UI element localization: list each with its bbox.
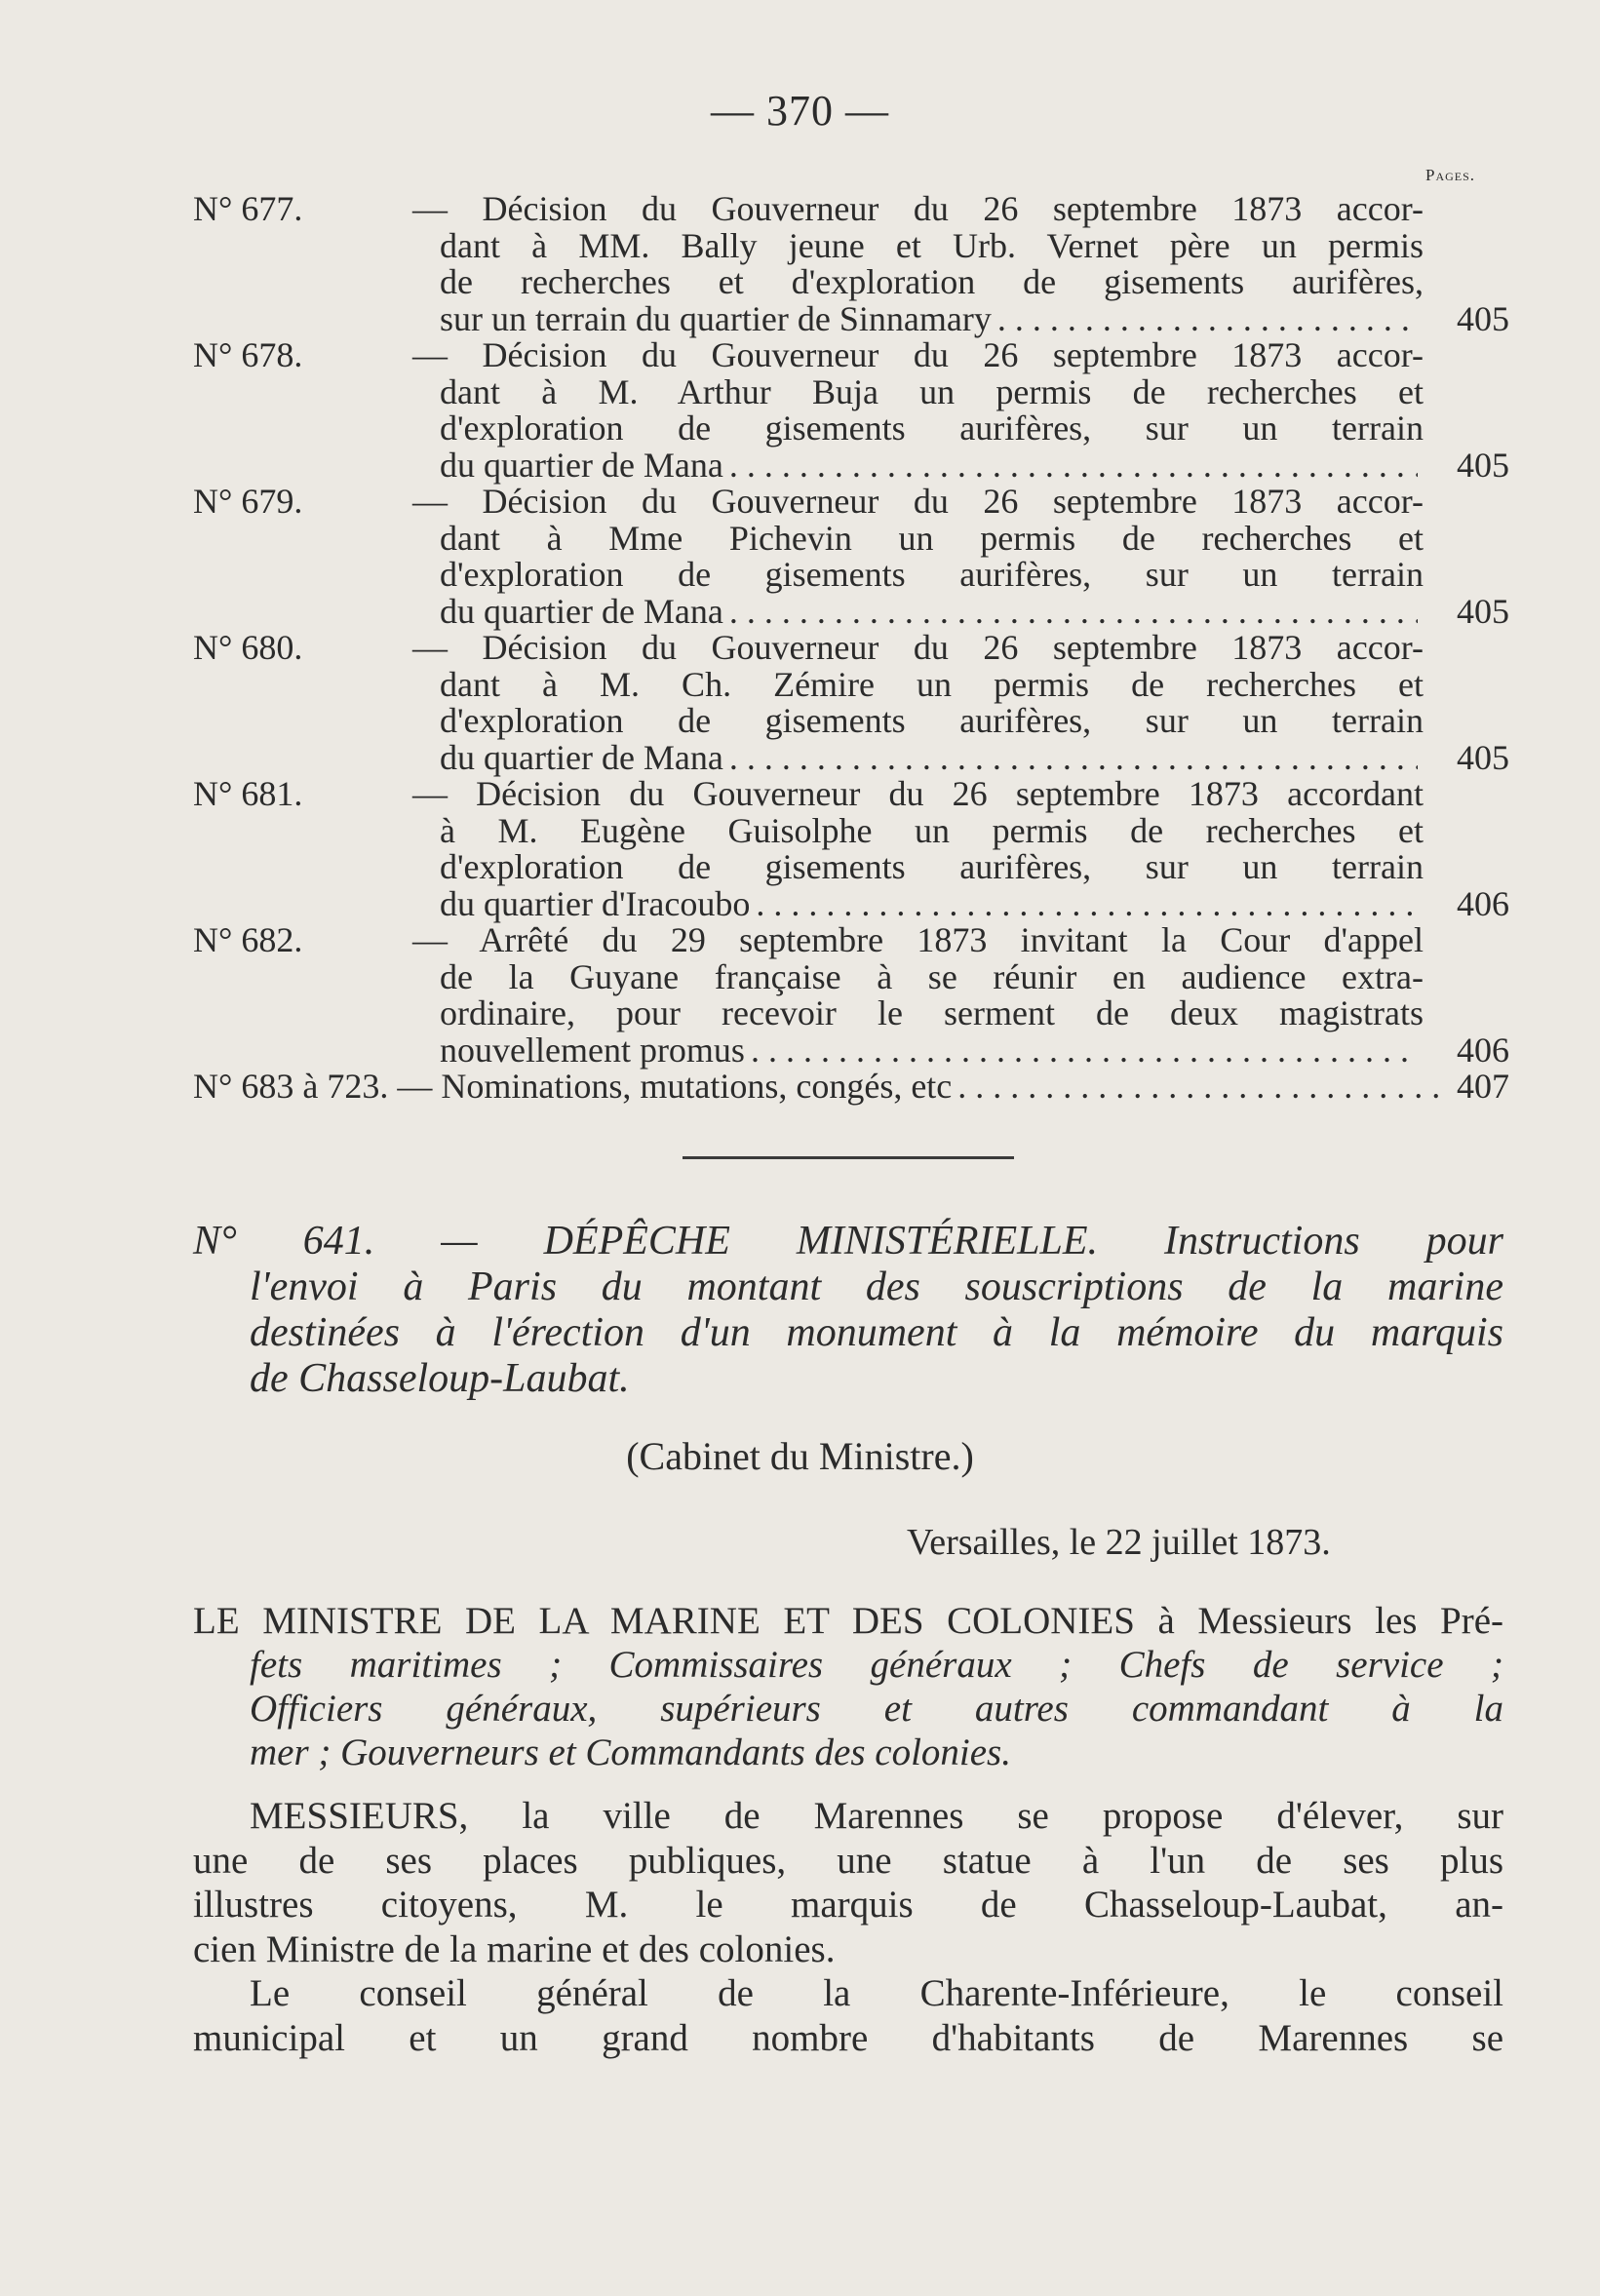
toc-entry-text: — Décision du Gouverneur du 26 septembre 1873 accor- <box>412 628 1424 667</box>
toc-entry-text: — Décision du Gouverneur du 26 septembre 1873 accor- <box>412 189 1424 228</box>
toc-entry-number: N° 677. <box>193 189 303 228</box>
toc-entry-678 <box>193 337 1509 484</box>
leader-dots <box>729 740 1418 777</box>
toc-entry-text: du quartier de Mana <box>440 737 723 777</box>
toc-entry-number: N° 681. <box>193 774 303 813</box>
toc-entry-number: N° 680. <box>193 628 303 667</box>
letter-body <box>193 1794 1503 2060</box>
toc-entry-text: dant à MM. Bally jeune et Urb. Vernet père un permis <box>440 225 1424 265</box>
toc-page-ref: 406 <box>1457 1030 1509 1070</box>
toc-entry-text: — Arrêté du 29 septembre 1873 invitant la Cour d'appel <box>412 920 1424 959</box>
toc-page-ref: 406 <box>1457 883 1509 923</box>
leader-dots <box>751 1032 1418 1070</box>
toc-entry-text: d'exploration de gisements aurifères, sur un terrain <box>440 555 1424 594</box>
body-line: Le conseil général de la Charente-Inférieure, le conseil <box>250 1972 1503 2014</box>
toc-page-ref: 405 <box>1457 591 1509 631</box>
toc-entry-681 <box>193 776 1509 922</box>
toc-entry-text: — Décision du Gouverneur du 26 septembre 1873 accordant <box>412 774 1424 813</box>
body-line: illustres citoyens, M. le marquis de Chasseloup-Laubat, an- <box>193 1884 1503 1926</box>
toc-entry-text: dant à M. Ch. Zémire un permis de recherches et <box>440 664 1424 704</box>
addressee-block <box>193 1599 1503 1774</box>
toc-entry-text: de recherches et d'exploration de gisements aurifères, <box>440 262 1424 301</box>
heading-line: destinées à l'érection d'un monument à la mémoire du marquis <box>250 1310 1503 1355</box>
toc-entry-text: N° 683 à 723. — Nominations, mutations, congés, etc <box>193 1067 953 1106</box>
toc-entry-682 <box>193 922 1509 1069</box>
table-of-contents <box>193 191 1509 1106</box>
toc-page-ref: 407 <box>1457 1067 1509 1106</box>
toc-entry-text: d'exploration de gisements aurifères, sur un terrain <box>440 701 1424 740</box>
address-line: LE MINISTRE DE LA MARINE ET DES COLONIES à Messieurs les Pré- <box>193 1600 1503 1642</box>
toc-entry-text: de la Guyane française à se réunir en audience extra- <box>440 956 1424 996</box>
toc-entry-text: d'exploration de gisements aurifères, sur un terrain <box>440 409 1424 448</box>
pages-column-label: Pages. <box>1425 166 1476 184</box>
body-line: MESSIEURS, la ville de Marennes se propose d'élever, sur <box>250 1795 1503 1837</box>
address-line: mer ; Gouverneurs et Commandants des colonies. <box>250 1732 1011 1773</box>
leader-dots <box>997 301 1418 338</box>
toc-entry-text: à M. Eugène Guisolphe un permis de recherches et <box>440 810 1424 850</box>
toc-entry-text: — Décision du Gouverneur du 26 septembre 1873 accor- <box>412 482 1424 521</box>
dateline: Versailles, le 22 juillet 1873. <box>907 1522 1331 1563</box>
toc-entry-text: du quartier de Mana <box>440 591 723 631</box>
leader-dots <box>957 1069 1451 1106</box>
toc-entry-number: N° 678. <box>193 335 303 374</box>
address-line: Officiers généraux, supérieurs et autres commandant à la <box>250 1688 1503 1730</box>
toc-entry-text: du quartier d'Iracoubo <box>440 883 751 923</box>
heading-line: N° 641. — DÉPÊCHE MINISTÉRIELLE. Instructions pour <box>193 1219 1503 1264</box>
toc-entry-683-723 <box>193 1069 1509 1106</box>
page-number: — 370 — <box>711 87 889 135</box>
body-line: municipal et un grand nombre d'habitants de Marennes se <box>193 2016 1503 2059</box>
toc-entry-680 <box>193 630 1509 776</box>
leader-dots <box>729 448 1418 485</box>
body-line: une de ses places publiques, une statue à l'un de ses plus <box>193 1839 1503 1882</box>
issuing-office: (Cabinet du Ministre.) <box>626 1434 974 1478</box>
toc-page-ref: 405 <box>1457 737 1509 777</box>
toc-page-ref: 405 <box>1457 445 1509 485</box>
toc-entry-text: du quartier de Mana <box>440 445 723 485</box>
toc-entry-text: ordinaire, pour recevoir le serment de deux magistrats <box>440 993 1424 1032</box>
toc-entry-text: sur un terrain du quartier de Sinnamary <box>440 298 992 338</box>
toc-entry-text: dant à M. Arthur Buja un permis de recherches et <box>440 371 1424 411</box>
toc-entry-text: nouvellement promus <box>440 1030 745 1070</box>
toc-entry-679 <box>193 484 1509 630</box>
toc-entry-number: N° 679. <box>193 482 303 521</box>
toc-page-ref: 405 <box>1457 298 1509 338</box>
section-divider <box>683 1156 1014 1159</box>
address-line: fets maritimes ; Commissaires généraux ; Chefs de service ; <box>250 1644 1503 1686</box>
heading-line: de Chasseloup-Laubat. <box>250 1356 630 1401</box>
dispatch-heading <box>193 1219 1503 1402</box>
toc-entry-text: — Décision du Gouverneur du 26 septembre 1873 accor- <box>412 335 1424 374</box>
toc-entry-text: d'exploration de gisements aurifères, sur un terrain <box>440 847 1424 886</box>
heading-line: l'envoi à Paris du montant des souscriptions de la marine <box>250 1265 1503 1309</box>
toc-entry-number: N° 682. <box>193 920 303 959</box>
toc-entry-677 <box>193 191 1509 337</box>
leader-dots <box>729 594 1418 631</box>
body-line: cien Ministre de la marine et des colonies. <box>193 1927 836 1970</box>
leader-dots <box>756 886 1418 923</box>
toc-entry-text: dant à Mme Pichevin un permis de recherches et <box>440 518 1424 558</box>
